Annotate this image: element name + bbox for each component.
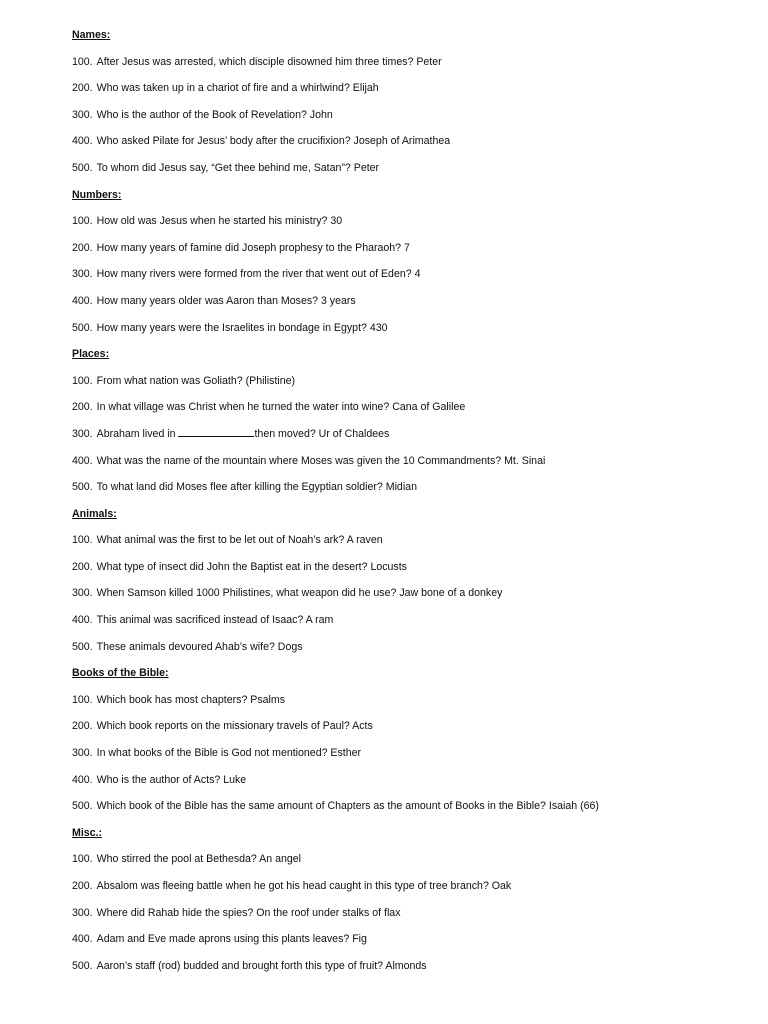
question-text: These animals devoured Ahab’s wife? Dogs bbox=[96, 640, 303, 653]
question-text: In what books of the Bible is God not mentioned? Esther bbox=[96, 747, 362, 760]
question-points: 500. bbox=[72, 481, 93, 494]
question-points: 300. bbox=[72, 268, 93, 281]
question-row bbox=[72, 79, 752, 106]
question-row bbox=[72, 850, 752, 877]
question-row bbox=[72, 584, 752, 611]
question-row bbox=[72, 398, 752, 425]
question-points: 400. bbox=[72, 614, 93, 627]
question-points: 200. bbox=[72, 880, 93, 892]
section-heading-animals: Animals: bbox=[72, 507, 117, 520]
question-points: 200. bbox=[72, 241, 93, 254]
question-row bbox=[72, 558, 752, 585]
question-points: 300. bbox=[72, 906, 93, 919]
question-row bbox=[72, 159, 752, 186]
question-row bbox=[72, 239, 752, 266]
question-text: Which book has most chapters? Psalms bbox=[96, 693, 286, 706]
question-points: 500. bbox=[72, 321, 93, 334]
question-text: When Samson killed 1000 Philistines, what weapon did he use? Jaw bone of a donkey bbox=[96, 587, 503, 600]
question-text: From what nation was Goliath? (Philistine) bbox=[96, 374, 296, 387]
question-row bbox=[72, 744, 752, 771]
question-row bbox=[72, 957, 752, 984]
question-text: What type of insect did John the Baptist eat in the desert? Locusts bbox=[96, 560, 407, 573]
question-row bbox=[72, 292, 752, 319]
question-row bbox=[72, 771, 752, 798]
question-points: 400. bbox=[72, 135, 93, 148]
trivia-document bbox=[72, 26, 752, 983]
section-heading-numbers: Numbers: bbox=[72, 188, 122, 201]
section-heading-misc: Misc.: bbox=[72, 826, 103, 839]
question-text: How old was Jesus when he started his ministry? 30 bbox=[96, 215, 343, 228]
question-row bbox=[72, 452, 752, 479]
question-text: Who is the author of the Book of Revelation? John bbox=[96, 108, 333, 121]
question-row bbox=[72, 930, 752, 957]
question-row bbox=[72, 797, 752, 824]
section-heading-names: Names: bbox=[72, 29, 111, 41]
question-text: In what village was Christ when he turned the water into wine? Cana of Galilee bbox=[96, 401, 466, 414]
question-points: 500. bbox=[72, 640, 93, 653]
section-heading-places: Places: bbox=[72, 348, 110, 361]
question-text: How many rivers were formed from the river that went out of Eden? 4 bbox=[96, 268, 421, 281]
question-text: Aaron’s staff (rod) budded and brought forth this type of fruit? Almonds bbox=[96, 959, 427, 972]
question-points: 300. bbox=[72, 587, 93, 600]
question-text: What was the name of the mountain where Moses was given the 10 Commandments? Mt. Sinai bbox=[96, 454, 546, 467]
question-text: Who asked Pilate for Jesus’ body after the crucifixion? Joseph of Arimathea bbox=[96, 135, 451, 148]
question-text: How many years older was Aaron than Moses? 3 years bbox=[96, 294, 356, 307]
question-points: 200. bbox=[72, 401, 93, 414]
question-text: This animal was sacrificed instead of Isaac? A ram bbox=[96, 614, 334, 627]
question-text-after-blank: then moved? Ur of Chaldees bbox=[254, 427, 390, 440]
question-row bbox=[72, 531, 752, 558]
question-points: 300. bbox=[72, 108, 93, 121]
question-points: 300. bbox=[72, 427, 93, 440]
question-row bbox=[72, 212, 752, 239]
question-text: Who is the author of Acts? Luke bbox=[96, 773, 247, 786]
question-text-before-blank: Abraham lived in bbox=[96, 427, 179, 440]
question-row bbox=[72, 106, 752, 133]
question-points: 200. bbox=[72, 560, 93, 573]
question-text: To what land did Moses flee after killing the Egyptian soldier? Midian bbox=[96, 481, 417, 494]
question-points: 400. bbox=[72, 454, 93, 467]
question-text: Where did Rahab hide the spies? On the roof under stalks of flax bbox=[96, 906, 401, 919]
question-row bbox=[72, 372, 752, 399]
question-row bbox=[72, 265, 752, 292]
question-row bbox=[72, 132, 752, 159]
question-text: To whom did Jesus say, “Get thee behind me, Satan”? Peter bbox=[96, 161, 380, 174]
question-row bbox=[72, 425, 752, 452]
question-points: 100. bbox=[72, 853, 93, 866]
question-text: Who stirred the pool at Bethesda? An angel bbox=[96, 853, 301, 866]
section-heading-books: Books of the Bible: bbox=[72, 667, 169, 680]
question-row bbox=[72, 904, 752, 931]
question-points: 500. bbox=[72, 959, 93, 972]
question-points: 400. bbox=[72, 933, 93, 946]
question-points: 300. bbox=[72, 747, 93, 760]
question-points: 500. bbox=[72, 161, 93, 174]
question-text: Which book reports on the missionary travels of Paul? Acts bbox=[96, 720, 373, 733]
question-text: What animal was the first to be let out of Noah’s ark? A raven bbox=[96, 534, 383, 547]
question-text: How many years of famine did Joseph prophesy to the Pharaoh? 7 bbox=[96, 241, 410, 254]
question-row bbox=[72, 691, 752, 718]
question-points: 200. bbox=[72, 720, 93, 733]
question-points: 100. bbox=[72, 534, 93, 547]
question-points: 500. bbox=[72, 800, 93, 813]
question-text: Adam and Eve made aprons using this plants leaves? Fig bbox=[96, 933, 367, 946]
question-points: 100. bbox=[72, 55, 93, 68]
question-points: 100. bbox=[72, 215, 93, 228]
question-text: Absalom was fleeing battle when he got his head caught in this type of tree branch? Oak bbox=[96, 880, 512, 892]
question-row bbox=[72, 611, 752, 638]
question-text: After Jesus was arrested, which disciple disowned him three times? Peter bbox=[96, 55, 442, 68]
question-text: Who was taken up in a chariot of fire and a whirlwind? Elijah bbox=[96, 82, 379, 95]
question-text: Which book of the Bible has the same amount of Chapters as the amount of Books in the Bible? Isaiah (66) bbox=[96, 800, 599, 813]
question-row bbox=[72, 877, 752, 904]
question-row bbox=[72, 319, 752, 346]
question-row bbox=[72, 638, 752, 665]
question-points: 400. bbox=[72, 773, 93, 786]
question-row bbox=[72, 717, 752, 744]
question-points: 100. bbox=[72, 693, 93, 706]
question-row bbox=[72, 53, 752, 80]
question-points: 400. bbox=[72, 294, 93, 307]
question-text: How many years were the Israelites in bondage in Egypt? 430 bbox=[96, 321, 388, 334]
answer-blank-line bbox=[178, 426, 254, 437]
question-points: 200. bbox=[72, 82, 93, 95]
question-row bbox=[72, 478, 752, 505]
question-points: 100. bbox=[72, 374, 93, 387]
